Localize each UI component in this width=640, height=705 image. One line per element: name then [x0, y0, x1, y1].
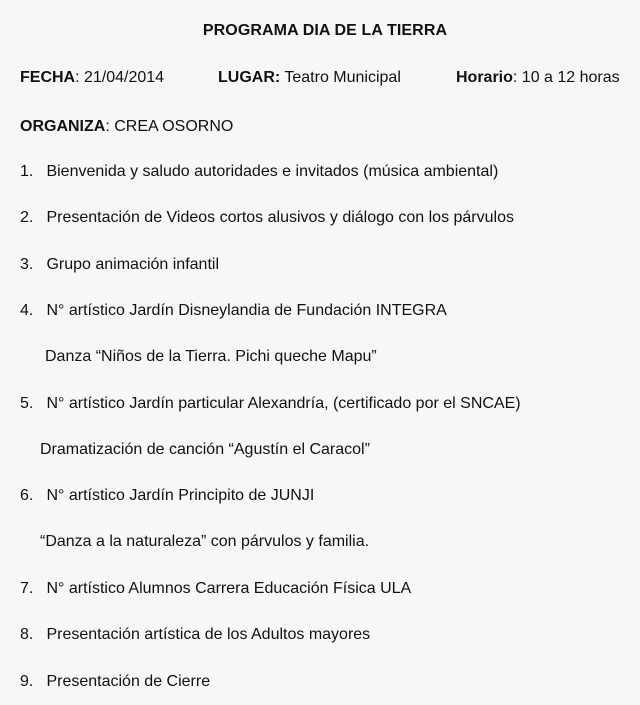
document-title: PROGRAMA DIA DE LA TIERRA [202, 22, 448, 39]
item-text: Presentación de Videos cortos alusivos y diálogo con los párvulos [46, 209, 514, 226]
program-item-9 [20, 672, 210, 692]
item-text: N° artístico Jardín particular Alexandría, (certificado por el SNCAE) [46, 395, 521, 412]
program-item-6 [20, 486, 314, 506]
place-value: Teatro Municipal [280, 69, 401, 86]
program-item-3 [20, 255, 219, 275]
item-number: 7. [20, 580, 34, 597]
program-item-4-detail: Danza “Niños de la Tierra. Pichi queche Mapu” [45, 348, 377, 365]
place-info [218, 68, 401, 88]
item-number: 4. [20, 302, 34, 319]
item-number: 1. [20, 163, 34, 180]
item-number: 5. [20, 395, 34, 412]
schedule-info [456, 68, 620, 88]
item-text: N° artístico Jardín Principito de JUNJI [46, 487, 315, 504]
date-label: FECHA [20, 69, 76, 86]
item-number: 6. [20, 487, 34, 504]
organizer-label: ORGANIZA [20, 118, 106, 135]
program-item-8 [20, 625, 370, 645]
schedule-value: : 10 a 12 horas [512, 69, 620, 86]
schedule-label: Horario [456, 69, 513, 86]
program-item-1 [20, 162, 498, 182]
date-info [20, 68, 164, 88]
item-number: 9. [20, 673, 34, 690]
program-item-2 [20, 208, 514, 228]
program-item-6-detail: “Danza a la naturaleza” con párvulos y familia. [40, 533, 370, 550]
item-number: 2. [20, 209, 34, 226]
program-item-5-detail: Dramatización de canción “Agustín el Caracol” [40, 441, 370, 458]
item-text: Bienvenida y saludo autoridades e invitados (música ambiental) [46, 163, 499, 180]
item-number: 8. [20, 626, 34, 643]
item-text: Presentación artística de los Adultos mayores [46, 626, 371, 643]
item-text: Presentación de Cierre [46, 673, 211, 690]
place-label: LUGAR: [218, 69, 281, 86]
item-text: N° artístico Jardín Disneylandia de Fundación INTEGRA [46, 302, 447, 319]
item-text: N° artístico Alumnos Carrera Educación Física ULA [46, 580, 412, 597]
item-number: 3. [20, 256, 34, 273]
program-item-4 [20, 301, 447, 321]
organizer-value: : CREA OSORNO [105, 118, 234, 135]
date-value: : 21/04/2014 [75, 69, 165, 86]
program-item-7 [20, 579, 411, 599]
organizer-line [20, 117, 233, 137]
program-item-5 [20, 394, 521, 414]
item-text: Grupo animación infantil [46, 256, 219, 273]
